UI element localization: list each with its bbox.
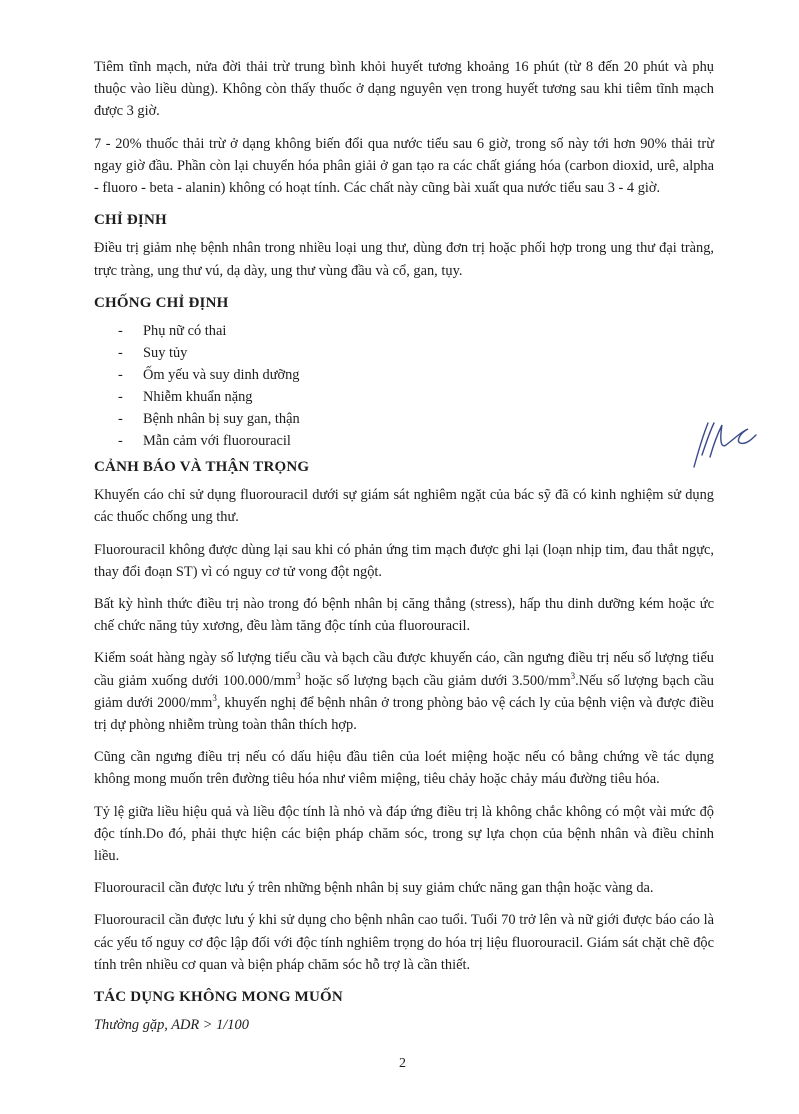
- text-run: .Nếu số lượng bạch cầu giảm dưới 2000/mm: [94, 672, 714, 711]
- document-page: [94, 56, 714, 1037]
- paragraph-excretion: 7 - 20% thuốc thải trừ ở dạng không biến đổi qua nước tiểu sau 6 giờ, trong số này tới hơn 90% thải trừ ngay giờ đầu. Phần còn lại chuyển hóa phân giải ở gan tạo ra các chất giáng hóa (carbon dioxid, urê, alpha - fluoro - beta - alanin) không có hoạt tính. Các chất này cũng bài xuất qua nước tiểu sau 3 - 4 giờ.: [94, 135, 714, 197]
- list-item: [94, 386, 714, 408]
- list-item-text: Phụ nữ có thai: [143, 323, 227, 340]
- list-item: [94, 408, 714, 430]
- list-item: [94, 430, 714, 452]
- list-item-text: Bệnh nhân bị suy gan, thận: [143, 411, 300, 428]
- dash-marker: -: [118, 323, 123, 340]
- list-item-text: Suy tủy: [143, 345, 188, 362]
- signature-stroke: [694, 423, 756, 467]
- paragraph-warning-4: [94, 647, 714, 736]
- dash-marker: -: [118, 433, 123, 450]
- list-item-text: Nhiễm khuẩn nặng: [143, 389, 253, 406]
- list-item: [94, 342, 714, 364]
- paragraph-warning-1: Khuyến cáo chỉ sử dụng fluorouracil dưới sự giám sát nghiêm ngặt của bác sỹ đã có kinh nghiệm sử dụng các thuốc chống ung thư.: [94, 487, 714, 526]
- superscript: 3: [570, 670, 576, 681]
- text-run: hoặc số lượng bạch cầu giảm dưới 3.500/mm: [300, 672, 571, 689]
- page-number: 2: [399, 1056, 406, 1071]
- dash-marker: -: [118, 389, 123, 406]
- paragraph-warning-5: Cũng cần ngưng điều trị nếu có dấu hiệu đầu tiên của loét miệng hoặc nếu có bằng chứng về tác dụng không mong muốn trên đường tiêu hóa như viêm miệng, tiêu chảy hoặc chảy máu đường tiêu hóa.: [94, 749, 714, 788]
- paragraph-warning-2: Fluorouracil không được dùng lại sau khi có phản ứng tim mạch được ghi lại (loạn nhịp tim, đau thắt ngực, thay đổi đoạn ST) vì có nguy cơ tử vong đột ngột.: [94, 541, 714, 580]
- heading-tac-dung: TÁC DỤNG KHÔNG MONG MUỐN: [94, 989, 343, 1006]
- dash-marker: -: [118, 345, 123, 362]
- paragraph-chi-dinh: Điều trị giảm nhẹ bệnh nhân trong nhiều loại ung thư, dùng đơn trị hoặc phối hợp trong ung thư đại tràng, trực tràng, ung thư vú, dạ dày, ung thư vùng đầu và cổ, gan, tụy.: [94, 240, 714, 279]
- paragraph-warning-3: Bất kỳ hình thức điều trị nào trong đó bệnh nhân bị căng thẳng (stress), hấp thu dinh dưỡng kém hoặc ức chế chức năng tủy xương, đều làm tăng độc tính của fluorouracil.: [94, 596, 714, 635]
- paragraph-warning-8: Fluorouracil cần được lưu ý khi sử dụng cho bệnh nhân cao tuổi. Tuổi 70 trở lên và nữ giới được báo cáo là các yếu tố nguy cơ độc lập đối với độc tính nghiêm trọng do hóa trị liệu fluorouracil. Giám sát chặt chẽ độc tính trên nhiều cơ quan và biện pháp chăm sóc hỗ trợ là cần thiết.: [94, 912, 714, 973]
- heading-chong-chi-dinh: CHỐNG CHỈ ĐỊNH: [94, 294, 229, 311]
- paragraph-half-life: Tiêm tĩnh mạch, nửa đời thải trừ trung bình khỏi huyết tương khoảng 16 phút (từ 8 đến 20 phút và phụ thuộc vào liều dùng). Không còn thấy thuốc ở dạng nguyên vẹn trong huyết tương sau khi tiêm tĩnh mạch được 3 giờ.: [94, 59, 714, 120]
- list-item-text: Ốm yếu và suy dinh dưỡng: [143, 367, 300, 384]
- text-run: Kiểm soát hàng ngày số lượng tiểu cầu và bạch cầu được khuyến cáo, cần ngưng điều trị nếu số lượng tiểu cầu giảm xuống dưới 100.000/mm: [94, 650, 714, 689]
- handwritten-signature: [690, 415, 760, 475]
- paragraph-warning-7: Fluorouracil cần được lưu ý trên những bệnh nhân bị suy giảm chức năng gan thận hoặc vàng da.: [94, 880, 654, 897]
- contraindication-list: [94, 320, 714, 452]
- heading-chi-dinh: CHỈ ĐỊNH: [94, 212, 167, 229]
- superscript: 3: [212, 693, 217, 704]
- list-item-text: Mẫn cảm với fluorouracil: [143, 433, 291, 450]
- superscript: 3: [296, 670, 301, 681]
- dash-marker: -: [118, 367, 123, 384]
- text-run: , khuyến nghị để bệnh nhân ở trong phòng bảo vệ cách ly của bệnh viện và được điều trị dự phòng nhiễm trùng toàn thân thích hợp.: [94, 694, 714, 734]
- heading-canh-bao: CẢNH BÁO VÀ THẬN TRỌNG: [94, 459, 310, 476]
- subheading-frequency: Thường gặp, ADR > 1/100: [94, 1017, 249, 1034]
- list-item: [94, 364, 714, 386]
- list-item: [94, 320, 714, 342]
- dash-marker: -: [118, 411, 123, 428]
- paragraph-warning-6: Tỷ lệ giữa liều hiệu quả và liều độc tính là nhỏ và đáp ứng điều trị là không chắc không có một vài mức độ độc tính.Do đó, phải thực hiện các biện pháp chăm sóc, trong sự lựa chọn của bệnh nhân và điều chỉnh liều.: [94, 803, 714, 865]
